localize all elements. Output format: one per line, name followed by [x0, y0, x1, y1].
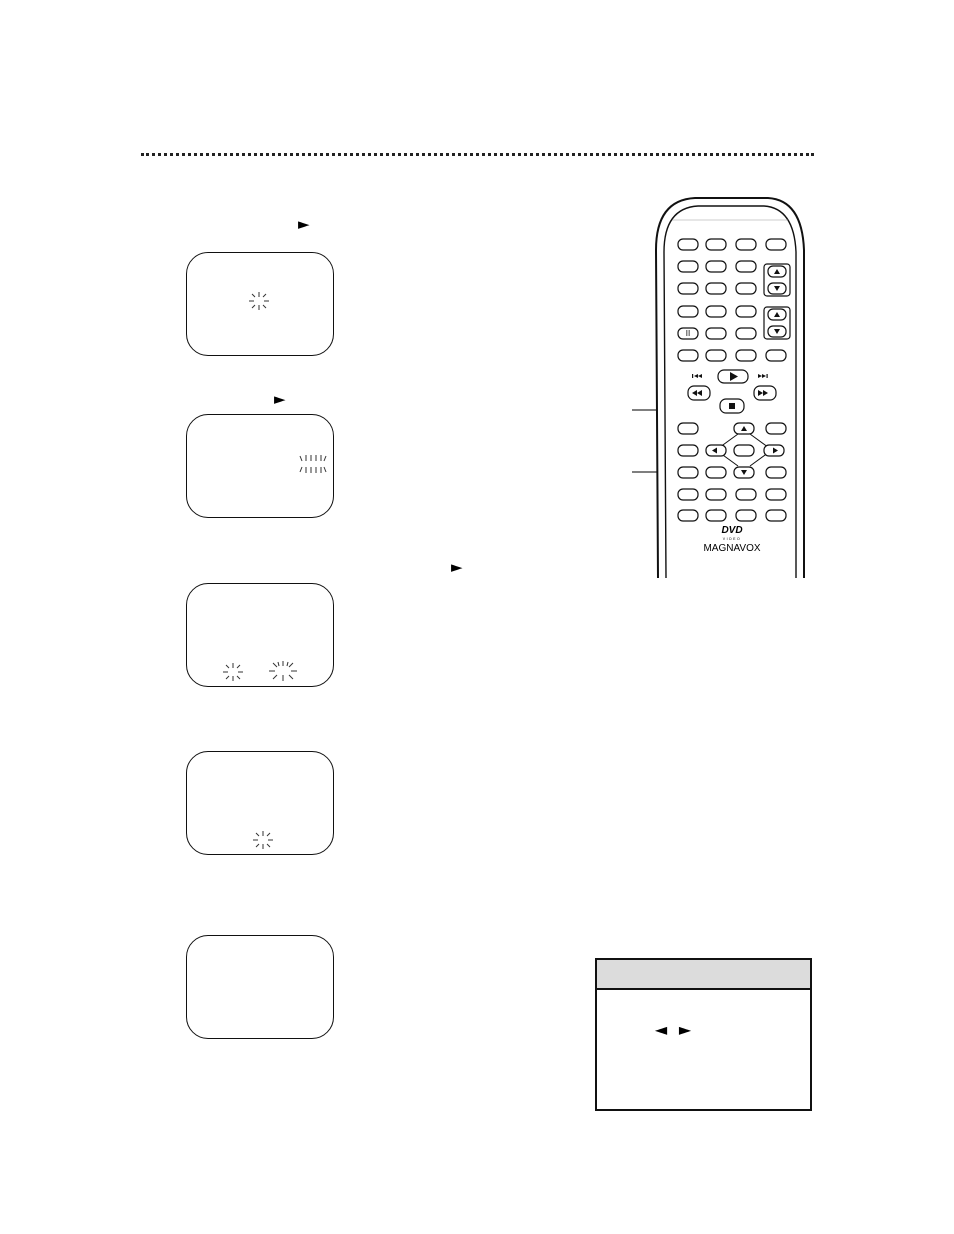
- pause-label: II: [685, 329, 691, 338]
- play-arrow-icon: ►: [298, 215, 310, 233]
- hint-box: [595, 958, 812, 1111]
- left-arrow-icon: ◄: [654, 1020, 668, 1039]
- tv-screen-1: [186, 252, 334, 356]
- flashing-icon: [297, 453, 329, 475]
- video-logo: VIDEO: [722, 537, 742, 541]
- right-arrow-icon: ►: [678, 1020, 692, 1039]
- dvd-logo: DVD: [721, 525, 743, 536]
- tv-screen-4: [186, 751, 334, 855]
- play-arrow-icon: ►: [274, 390, 286, 408]
- brand-logo: MAGNAVOX: [703, 543, 761, 554]
- remote-control: [640, 190, 820, 580]
- flashing-icon: [247, 291, 271, 311]
- flashing-icon: [221, 662, 245, 682]
- play-arrow-icon: ►: [451, 558, 463, 576]
- flashing-icon: [251, 830, 275, 850]
- tv-screen-5: [186, 935, 334, 1039]
- tv-screen-2: [186, 414, 334, 518]
- flashing-icon: [267, 660, 299, 682]
- hint-arrows: [649, 1020, 697, 1039]
- tv-screen-3: [186, 583, 334, 687]
- hint-header: [597, 960, 810, 990]
- dotted-divider: [141, 153, 814, 156]
